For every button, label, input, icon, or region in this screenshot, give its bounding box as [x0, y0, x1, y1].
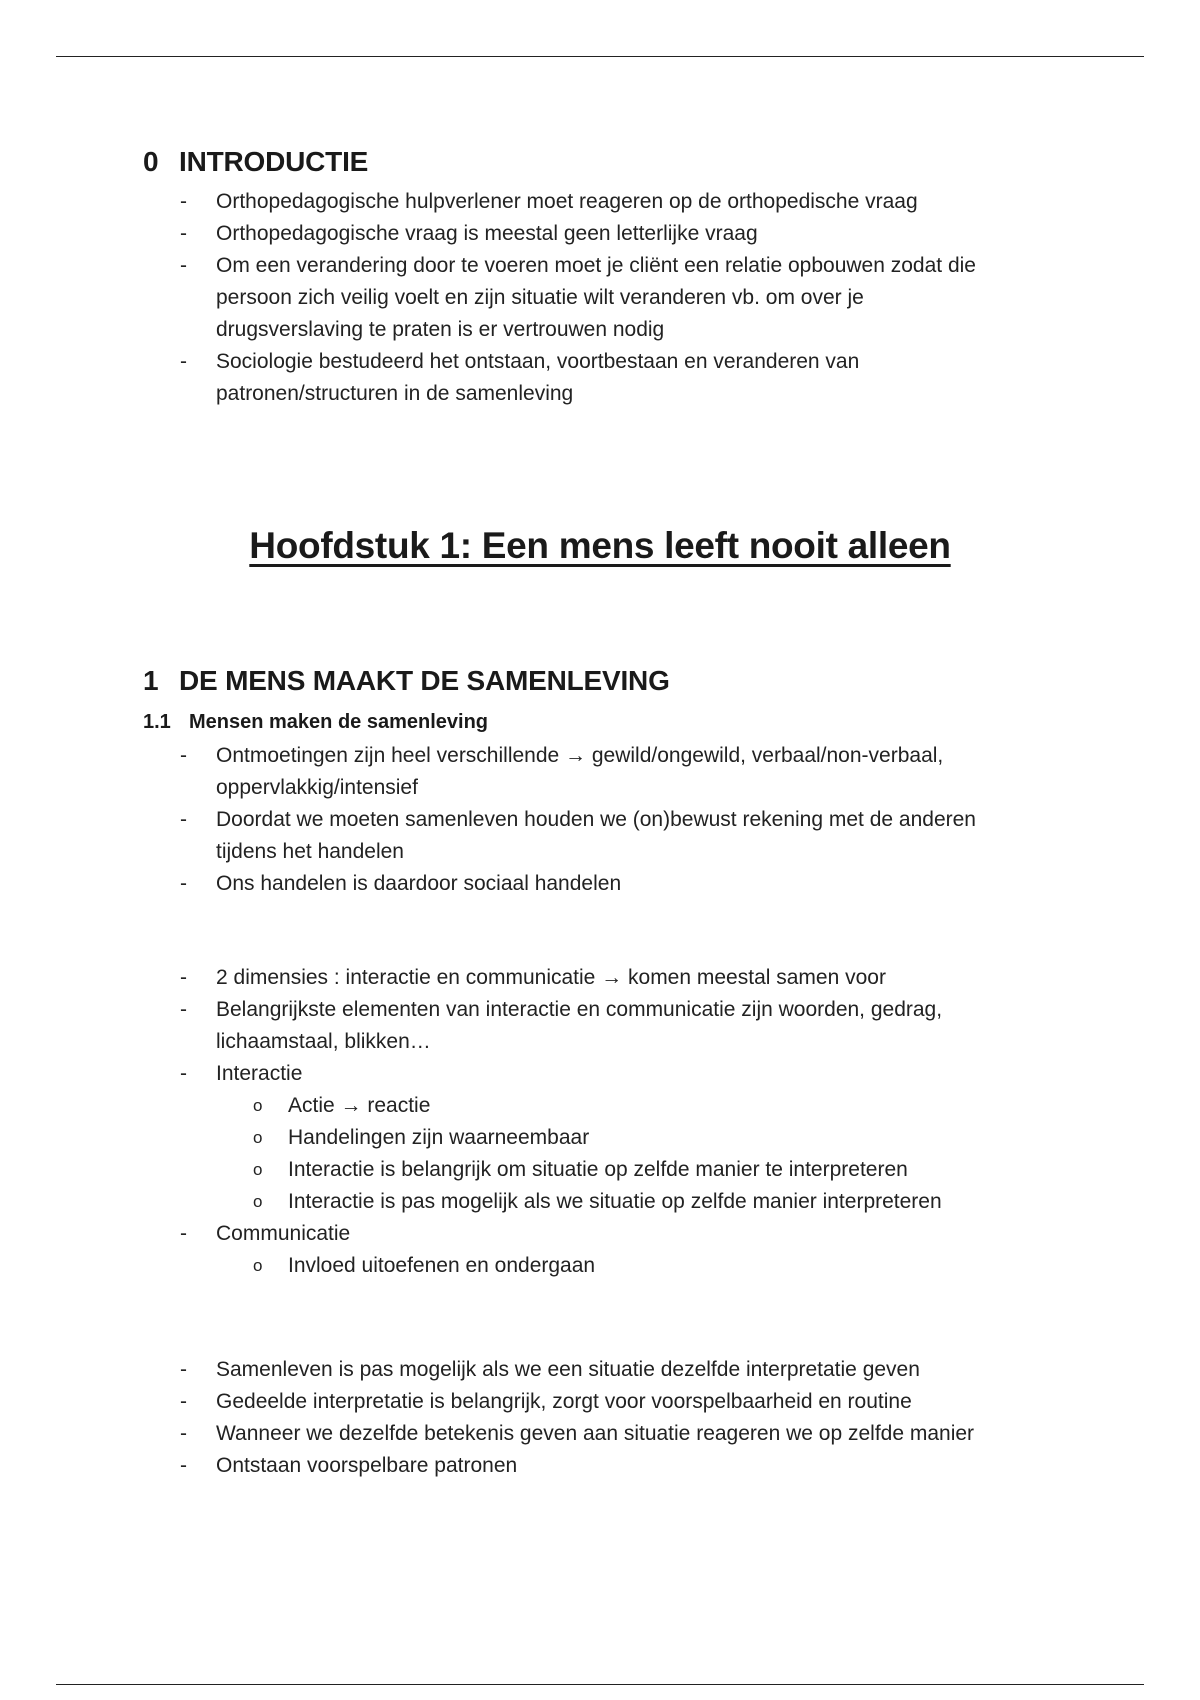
list-item — [0, 1386, 1200, 1418]
list-item — [0, 962, 1200, 994]
dash-bullet-icon: - — [180, 872, 187, 895]
dash-bullet-icon: - — [180, 190, 187, 213]
dash-bullet-icon: - — [180, 1390, 187, 1413]
list-item-text: Interactie is pas mogelijk als we situatie op zelfde manier interpreteren — [288, 1190, 942, 1213]
list-item-text: 2 dimensies : interactie en communicatie → komen meestal samen voor — [216, 966, 886, 989]
list-item — [0, 804, 1200, 836]
list-item — [0, 740, 1200, 772]
list-item — [0, 1122, 1200, 1154]
list-item — [0, 868, 1200, 900]
list-item — [0, 186, 1200, 218]
section-0-list — [0, 186, 1200, 410]
list-item — [0, 994, 1200, 1026]
list-item-text: Interactie is belangrijk om situatie op zelfde manier te interpreteren — [288, 1158, 908, 1181]
bullet-group-c — [0, 1354, 1200, 1482]
list-item-text: oppervlakkig/intensief — [216, 776, 418, 799]
list-item-text: Actie → reactie — [288, 1094, 431, 1117]
list-item-text: Interactie — [216, 1062, 303, 1085]
subsection-title: Mensen maken de samenleving — [189, 711, 489, 733]
section-number: 0 — [143, 146, 159, 177]
list-item — [0, 1354, 1200, 1386]
page-header-rule — [56, 56, 1144, 57]
list-item — [0, 314, 1200, 346]
list-item — [0, 836, 1200, 868]
dash-bullet-icon: - — [180, 1358, 187, 1381]
circle-bullet-icon: o — [253, 1160, 263, 1179]
list-item-text: tijdens het handelen — [216, 840, 404, 863]
list-item — [0, 1250, 1200, 1282]
dash-bullet-icon: - — [180, 1422, 187, 1445]
dash-bullet-icon: - — [180, 222, 187, 245]
section-1-heading — [143, 665, 670, 697]
circle-bullet-icon: o — [253, 1128, 263, 1147]
dash-bullet-icon: - — [180, 744, 187, 767]
list-item-text: Belangrijkste elementen van interactie en communicatie zijn woorden, gedrag, — [216, 998, 943, 1021]
list-item-text: Orthopedagogische vraag is meestal geen letterlijke vraag — [216, 222, 758, 245]
list-item — [0, 1450, 1200, 1482]
dash-bullet-icon: - — [180, 966, 187, 989]
section-title: DE MENS MAAKT DE SAMENLEVING — [179, 665, 670, 696]
list-item — [0, 1186, 1200, 1218]
list-item — [0, 346, 1200, 378]
list-item-text: Om een verandering door te voeren moet je cliënt een relatie opbouwen zodat die — [216, 254, 976, 277]
section-number: 1 — [143, 665, 159, 696]
list-item — [0, 218, 1200, 250]
list-item — [0, 1418, 1200, 1450]
list-item — [0, 772, 1200, 804]
bullet-group-a — [0, 740, 1200, 900]
list-item-text: Samenleven is pas mogelijk als we een situatie dezelfde interpretatie geven — [216, 1358, 920, 1381]
list-item-text: Handelingen zijn waarneembaar — [288, 1126, 590, 1149]
dash-bullet-icon: - — [180, 1454, 187, 1477]
list-item — [0, 250, 1200, 282]
list-item — [0, 1058, 1200, 1090]
circle-bullet-icon: o — [253, 1096, 263, 1115]
list-item-text: Doordat we moeten samenleven houden we (on)bewust rekening met de anderen — [216, 808, 976, 831]
dash-bullet-icon: - — [180, 254, 187, 277]
bullet-group-b — [0, 962, 1200, 1282]
subsection-number: 1.1 — [143, 711, 171, 733]
section-0-heading — [143, 146, 368, 178]
dash-bullet-icon: - — [180, 1062, 187, 1085]
list-item — [0, 282, 1200, 314]
list-item-text: lichaamstaal, blikken… — [216, 1030, 431, 1053]
list-item-text: Ons handelen is daardoor sociaal handelen — [216, 872, 622, 895]
circle-bullet-icon: o — [253, 1256, 263, 1275]
list-item-text: Invloed uitoefenen en ondergaan — [288, 1254, 596, 1277]
dash-bullet-icon: - — [180, 350, 187, 373]
page-footer-rule — [56, 1684, 1144, 1685]
list-item-text: Communicatie — [216, 1222, 351, 1245]
list-item — [0, 1090, 1200, 1122]
list-item-text: Sociologie bestudeerd het ontstaan, voortbestaan en veranderen van — [216, 350, 860, 373]
dash-bullet-icon: - — [180, 998, 187, 1021]
list-item-text: drugsverslaving te praten is er vertrouwen nodig — [216, 318, 665, 341]
list-item-text: Gedeelde interpretatie is belangrijk, zorgt voor voorspelbaarheid en routine — [216, 1390, 912, 1413]
circle-bullet-icon: o — [253, 1192, 263, 1211]
list-item-text: persoon zich veilig voelt en zijn situatie wilt veranderen vb. om over je — [216, 286, 864, 309]
list-item-text: Ontmoetingen zijn heel verschillende → gewild/ongewild, verbaal/non-verbaal, — [216, 744, 944, 767]
list-item-text: patronen/structuren in de samenleving — [216, 382, 574, 405]
list-item-text: Orthopedagogische hulpverlener moet reageren op de orthopedische vraag — [216, 190, 918, 213]
list-item — [0, 1026, 1200, 1058]
list-item-text: Wanneer we dezelfde betekenis geven aan situatie reageren we op zelfde manier — [216, 1422, 975, 1445]
chapter-title: Hoofdstuk 1: Een mens leeft nooit alleen — [249, 525, 951, 566]
list-item-text: Ontstaan voorspelbare patronen — [216, 1454, 518, 1477]
list-item — [0, 378, 1200, 410]
dash-bullet-icon: - — [180, 1222, 187, 1245]
list-item — [0, 1154, 1200, 1186]
subsection-1-1-heading — [143, 711, 488, 734]
section-title: INTRODUCTIE — [179, 146, 369, 177]
dash-bullet-icon: - — [180, 808, 187, 831]
list-item — [0, 1218, 1200, 1250]
